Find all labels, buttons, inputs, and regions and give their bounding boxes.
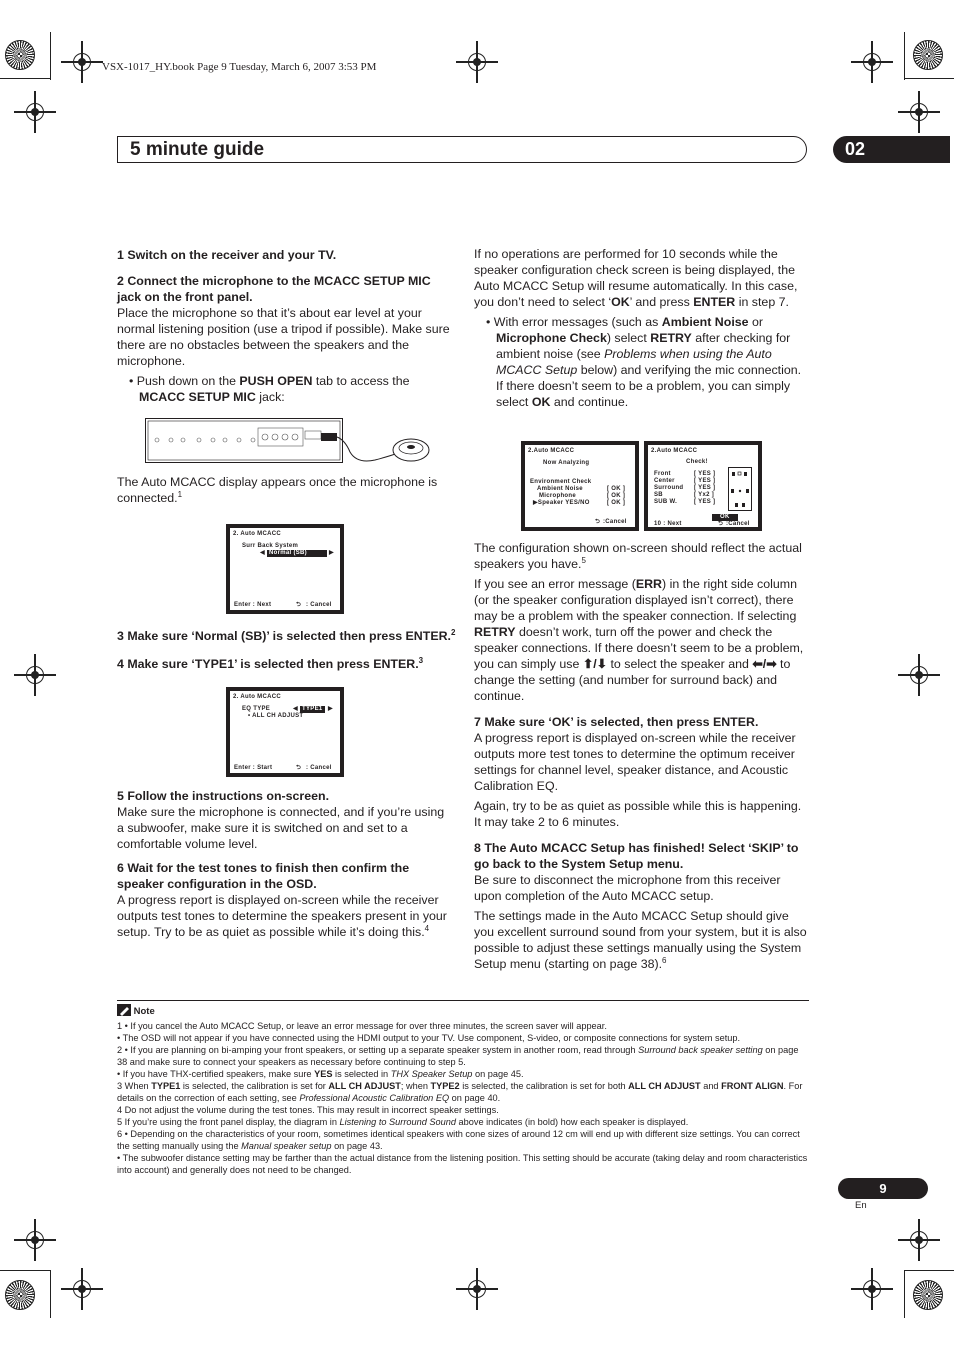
chapter-number: 02 [833,136,950,163]
osd-row-value: [ YES ] [694,499,716,505]
osd-footer: :Cancel [603,519,627,525]
osd-row: Microphone [539,493,576,499]
front-panel-illustration [145,416,435,468]
page-title: 5 minute guide [130,139,265,160]
file-info: VSX-1017_HY.book Page 9 Tuesday, March 6, 2007 3:53 PM [102,61,377,73]
back-icon: ⮌ [296,602,302,608]
registration-mark [464,1276,490,1302]
osd-screen-surr-back [226,524,344,614]
paragraph: If you see an error message (ERR) in the right side column (or the speaker configuration displayed isn’t correct), there may be a problem with the speaker connection. If selecting RETRY doesn’t work, turn off the power and check the speaker connections. If there doesn’t seem to be a problem, you can simply use ⬆/⬇ to select the speaker and ⬅/➡ to change the setting (and number for surround back) and continue. [474,577,804,703]
left-column-4 [117,788,452,944]
osd-row-value: [ OK ] [607,493,626,499]
back-icon: ⮌ [595,519,601,525]
paragraph: Be sure to disconnect the microphone from this receiver upon completion of the Auto MCACC setup. [474,873,781,903]
osd-value: Normal (SB) [267,550,327,557]
osd-env: Environment Check [530,479,592,485]
registration-mark [22,662,48,688]
registration-mark [22,99,48,125]
note-line: 5 If you’re using the front panel display, the diagram in Listening to Surround Sound above indicates (in bold) how each speaker is displayed. [117,1117,689,1127]
osd-heading: Now Analyzing [543,460,590,466]
osd-title: 2.Auto MCACC [651,448,698,454]
crop-mark [904,32,905,80]
registration-sunburst-bottom-right [913,1280,943,1310]
osd-title: 2. Auto MCACC [233,531,282,537]
paragraph: Make sure the microphone is connected, and if you’re using a subwoofer, make sure it is switched on and set to a comfortable volume level. [117,805,445,851]
osd-title: 2.Auto MCACC [528,448,575,454]
osd-screen-now-analyzing [521,441,639,531]
step-1: 1 Switch on the receiver and your TV. [117,248,337,262]
osd-label: Surr Back System [242,543,299,549]
page-header [117,136,807,163]
registration-mark [69,49,95,75]
paragraph: If no operations are performed for 10 seconds while the speaker configuration check screen is being displayed, the Auto MCACC Setup will resume automatically. In this case, you don’t need to select ‘OK’ and press ENTER in step 7. [474,247,798,309]
paragraph: Again, try to be as quiet as possible while this is happening. It may take 2 to 6 minutes. [474,799,802,829]
osd-heading: Check! [686,459,708,465]
osd-label: EQ TYPE [242,706,271,712]
note-line: 1 • If you cancel the Auto MCACC Setup, or leave an error message for over three minutes, the screen saver will appear. [117,1021,607,1031]
back-icon: ⮌ [718,521,724,527]
osd-row-value: [ OK ] [607,500,626,506]
osd-left-arrow: ◀ [260,550,265,556]
footnote-ref: 1 [177,489,183,499]
paragraph: The Auto MCACC display appears once the microphone is connected.$^1$ [117,475,438,505]
osd-footer-right: : Cancel [306,602,332,608]
note-line: 4 Do not adjust the volume during the test tones. This may result in incorrect speaker settings. [117,1105,499,1115]
registration-mark [859,1276,885,1302]
note-line: • If you have THX-certified speakers, make sure YES is selected in THX Speaker Setup on page 45. [117,1069,524,1079]
crop-mark [904,1270,954,1271]
bullet-error-messages: • With error messages (such as Ambient Noise or Microphone Check) select RETRY after checking for ambient noise (see Problems when using the Auto MCACC Setup below) and verifying the mic connection. If there doesn’t seem to be a problem, you can simply select OK and continue. [486,315,802,409]
left-column-3 [117,628,462,676]
osd-value: TYPE1 [302,706,323,712]
paragraph: A progress report is displayed on-screen while the receiver outputs more test tones to determine the optimum receiver settings for channel level, speaker distance, and Acoustic Calibration EQ. [474,731,796,793]
registration-mark [859,49,885,75]
registration-mark [906,662,932,688]
pencil-note-icon [117,1004,131,1016]
osd-row-value: [ YES ] [694,485,716,491]
paragraph: The configuration shown on-screen should reflect the actual speakers you have.$^5$ [474,541,802,571]
crop-mark [50,1270,51,1318]
osd-row: Center [654,478,675,484]
page-number: 9 [838,1178,928,1199]
note-line: 6 • Depending on the characteristics of your room, sometimes identical speakers with cone sizes of around 12 cm will end up with different size settings. You can correct the setting manually using the Manual speaker setup on page 43. [117,1129,800,1151]
osd-left-arrow: ◀ [293,706,298,712]
registration-mark [906,99,932,125]
osd-right-arrow: ▶ [328,706,333,712]
speaker-layout-icon [728,467,752,511]
osd-sub: • ALL CH ADJUST [248,713,304,719]
right-column-2 [474,540,809,976]
osd-screen-check [644,441,762,531]
registration-mark [22,1227,48,1253]
left-column-2 [117,474,452,510]
crop-mark [0,1270,50,1271]
osd-row: ▶Speaker YES/NO [533,500,590,506]
note-line: • The OSD will not appear if you have connected using the HDMI output to your TV. Use component, S-video, or composite connections for system setup. [117,1033,741,1043]
osd-row-value: [ YES ] [694,478,716,484]
note-heading: Note [117,1004,809,1018]
note-line: • The subwoofer distance setting may be farther than the actual distance from the listening position. This setting should be accurate (taking delay and room characteristics into account) and generally does not need to be changed. [117,1153,808,1175]
osd-row: SB [654,492,663,498]
osd-title: 2. Auto MCACC [233,694,282,700]
language-code: En [855,1200,867,1211]
osd-row: Ambient Noise [537,486,583,492]
osd-row-value: [ OK ] [607,486,626,492]
ok-button[interactable]: OK [712,514,738,521]
paragraph: A progress report is displayed on-screen while the receiver outputs test tones to determine the speakers present in your setup. Try to be as quiet as possible while it’s doing this.$^4$ [117,893,447,939]
registration-sunburst-top-left [5,40,35,70]
crop-mark [904,78,954,79]
note-line: 2 • If you are planning on bi-amping your front speakers, or setting up a separate speaker system in another room, read through Surround back speaker setting on page 38 and make sure to connect your speakers as necessary before continuing to step 5. [117,1045,799,1067]
step-5: 5 Follow the instructions on-screen. [117,789,330,803]
registration-mark [69,1276,95,1302]
osd-row-value: [ Yx2 ] [694,492,714,498]
step-4: 4 Make sure ‘TYPE1’ is selected then press ENTER.$^3$ [117,655,424,671]
registration-mark [906,1227,932,1253]
crop-mark [904,1270,905,1318]
left-column [117,247,452,409]
crop-mark [50,32,51,80]
osd-row-value: [ YES ] [694,471,716,477]
step-7: 7 Make sure ‘OK’ is selected, then press ENTER. [474,715,759,729]
step-3: 3 Make sure ‘Normal (SB)’ is selected then press ENTER.$^2$ [117,627,456,643]
crop-mark [0,78,50,79]
paragraph: The settings made in the Auto MCACC Setup should give you excellent surround sound from your system, but it is also possible to adjust these settings manually using the System Setup menu (starting on page 38).$^6$ [474,909,807,971]
osd-row: Surround [654,485,684,491]
note-line: 3 When TYPE1 is selected, the calibration is set for ALL CH ADJUST; when TYPE2 is selected, the calibration is set for both ALL CH ADJUST and FRONT ALIGN. For details on the correction of each setting, see Professional Acoustic Calibration EQ on page 40. [117,1081,803,1103]
osd-row: Front [654,471,671,477]
osd-footer-left: Enter : Start [234,765,273,771]
paragraph: Place the microphone so that it’s about ear level at your normal listening position (use a tripod if possible). Make sure there are no obstacles between the speakers and the microphone. [117,306,450,368]
registration-mark [464,49,490,75]
footnotes [117,1000,809,1176]
right-column [474,246,809,414]
registration-sunburst-top-right [913,40,943,70]
osd-screen-eq-type [226,687,344,777]
registration-sunburst-bottom-left [5,1280,35,1310]
bullet-push-open: • Push down on the PUSH OPEN tab to access the MCACC SETUP MIC jack: [129,374,410,404]
step-2: 2 Connect the microphone to the MCACC SETUP MIC jack on the front panel. [117,274,431,304]
osd-row: SUB W. [654,499,678,505]
osd-footer-right: :Cancel [726,521,750,527]
osd-right-arrow: ▶ [329,550,334,556]
step-8: 8 The Auto MCACC Setup has finished! Select ‘SKIP’ to go back to the System Setup menu. [474,841,799,871]
osd-footer-right: : Cancel [306,765,332,771]
step-6: 6 Wait for the test tones to finish then confirm the speaker configuration in the OSD. [117,861,410,891]
osd-footer-left: Enter : Next [234,602,272,608]
back-icon: ⮌ [296,765,302,771]
osd-footer-left: 10 : Next [654,521,682,527]
